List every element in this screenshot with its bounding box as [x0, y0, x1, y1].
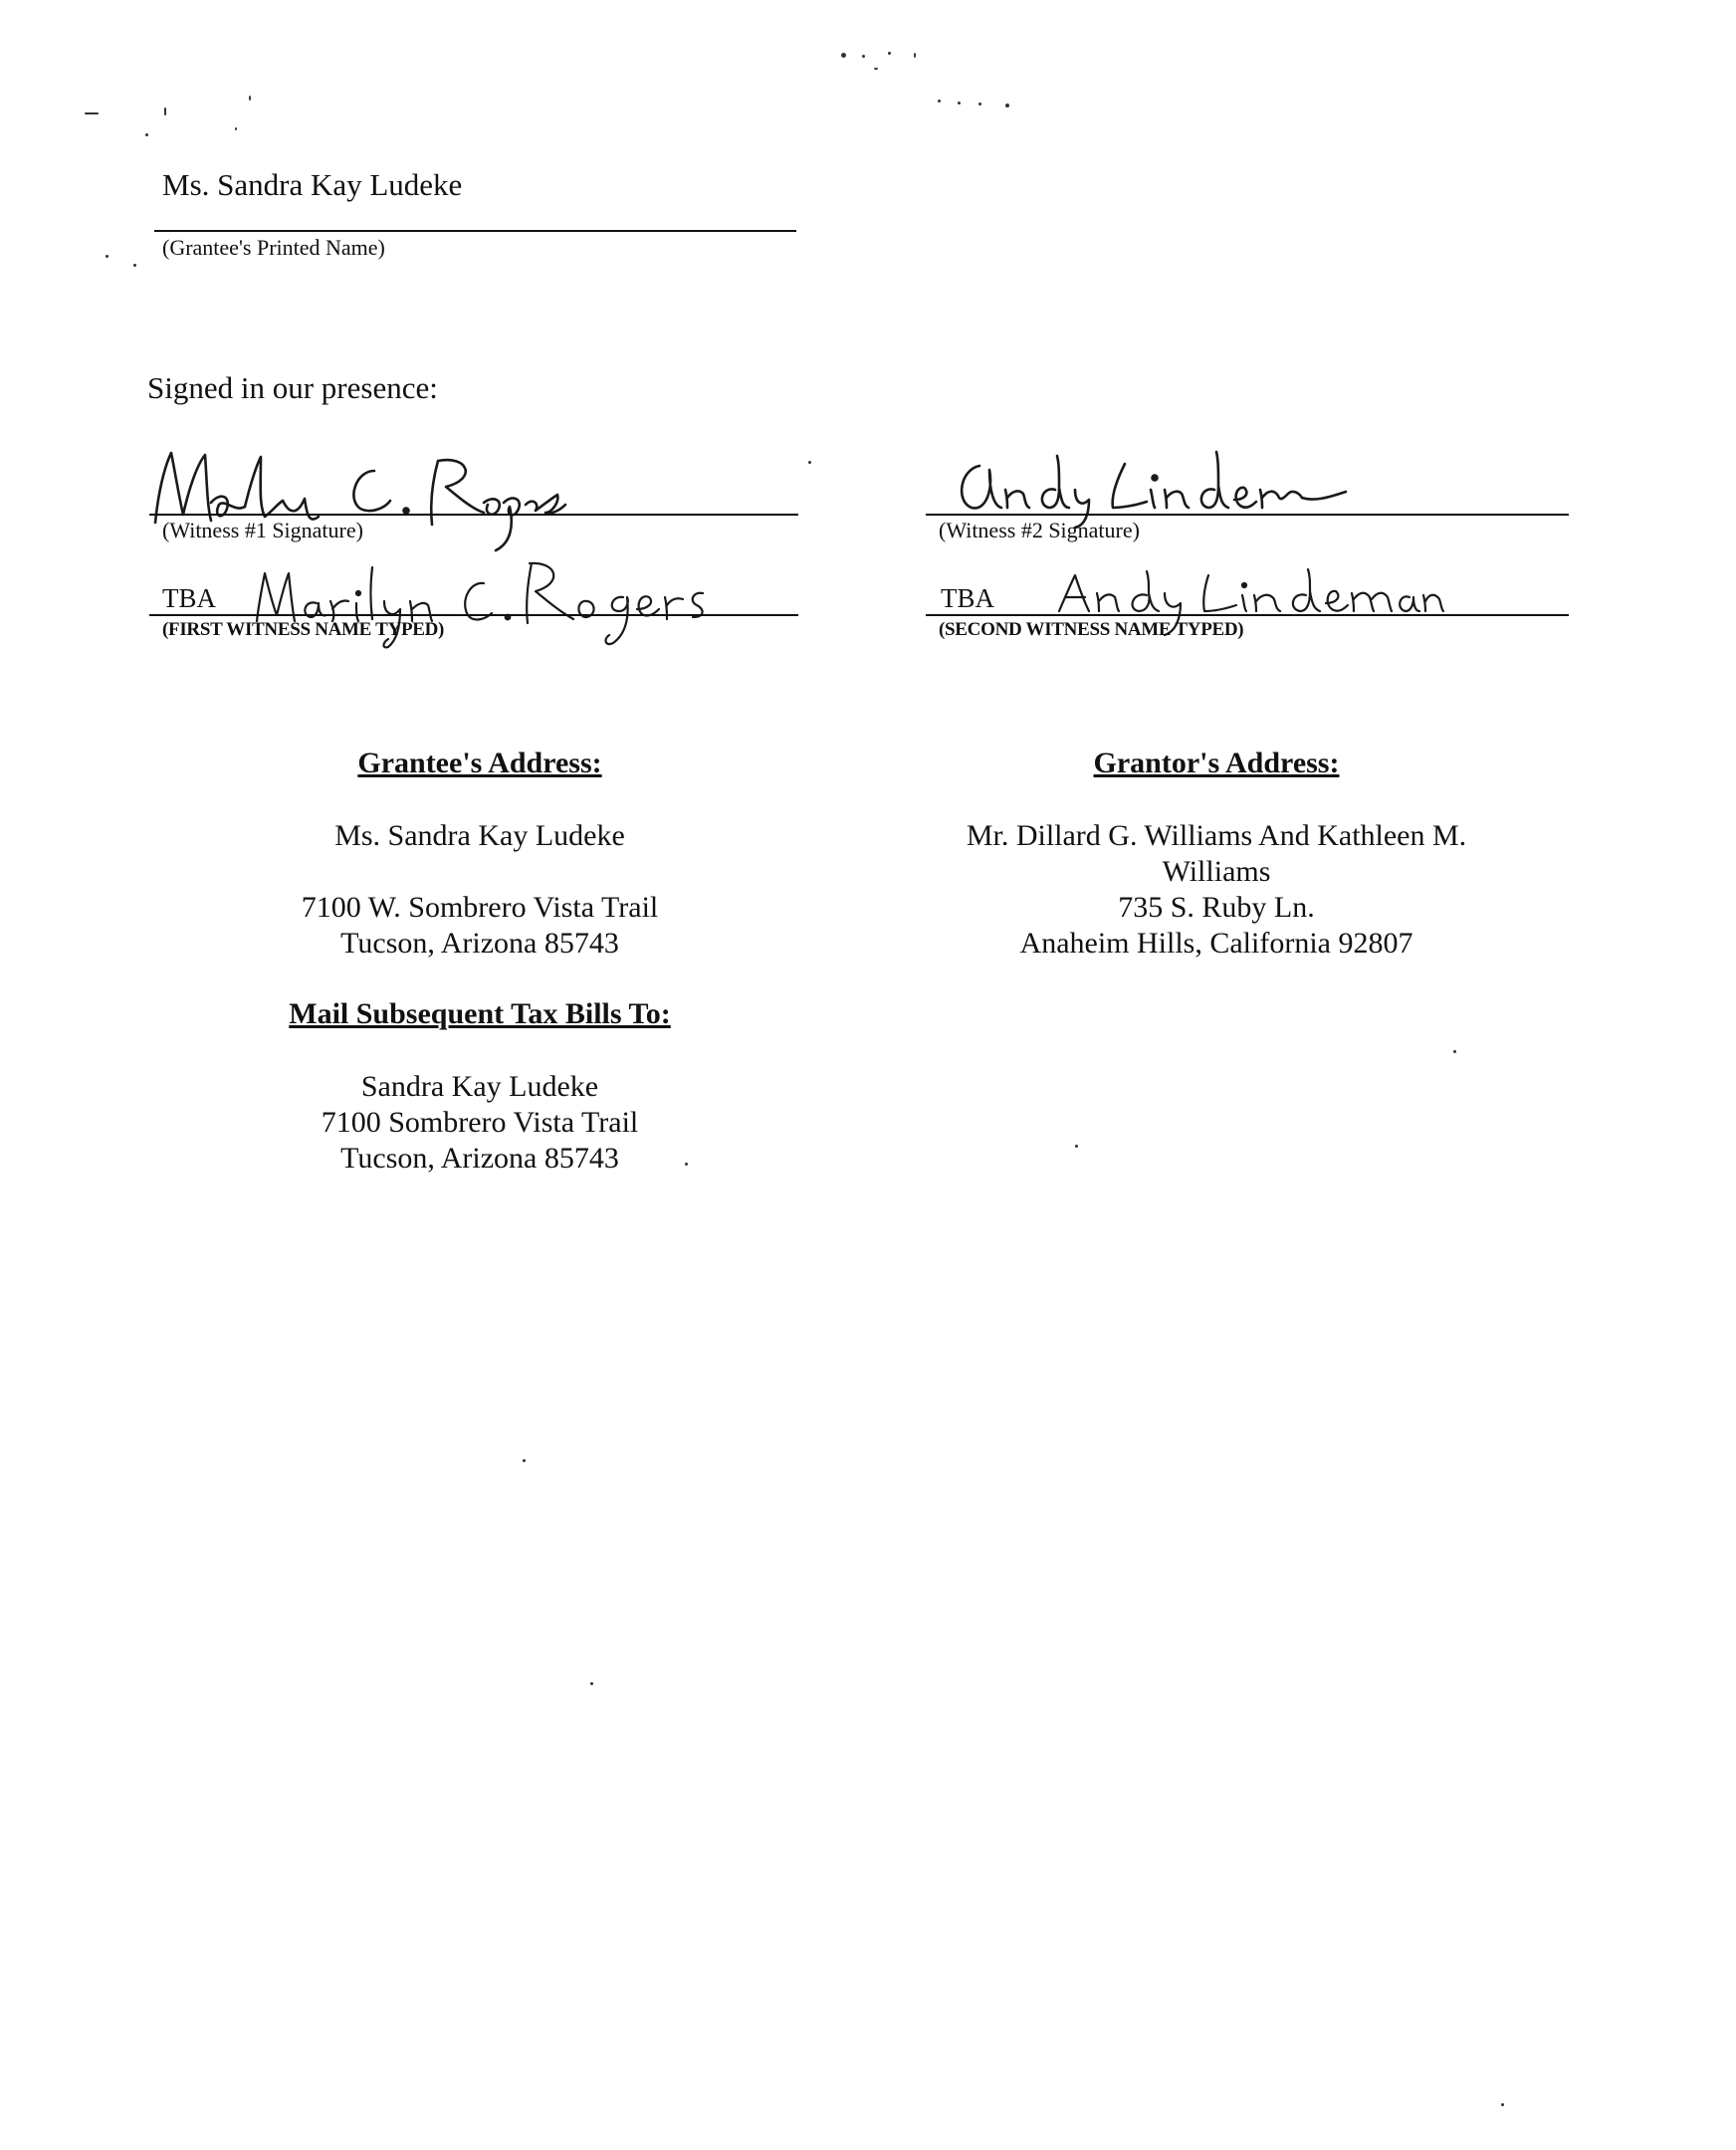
grantee-address-name: Ms. Sandra Kay Ludeke: [334, 819, 625, 852]
scan-speck: [1453, 1050, 1456, 1053]
tax-bills-line2: Tucson, Arizona 85743: [340, 1142, 619, 1175]
witness1-tba: TBA: [162, 583, 216, 613]
grantee-name-caption: (Grantee's Printed Name): [162, 235, 385, 260]
scan-speck: [85, 112, 99, 114]
tax-bills-name: Sandra Kay Ludeke: [360, 1070, 599, 1103]
scan-speck: [523, 1459, 526, 1462]
grantor-address-name-line2: Williams: [1162, 855, 1271, 888]
tax-bills-line1: 7100 Sombrero Vista Trail: [321, 1106, 639, 1139]
grantor-address-line2: Anaheim Hills, California 92807: [1019, 927, 1413, 960]
scan-speck: [888, 52, 891, 55]
scan-speck: [235, 127, 237, 130]
scan-speck: [808, 461, 811, 464]
grantor-address-line1: 735 S. Ruby Ln.: [1118, 891, 1315, 924]
scan-speck: [978, 103, 981, 106]
scan-speck: [249, 96, 251, 101]
grantor-address-heading: Grantor's Address:: [1093, 747, 1340, 779]
scan-speck: [164, 108, 166, 115]
scan-speck: [1005, 104, 1009, 108]
scan-speck: [106, 255, 108, 258]
witness1-typed-caption: (FIRST WITNESS NAME TYPED): [162, 619, 445, 640]
witness1-typed-rule: [149, 614, 798, 616]
grantee-address-line2: Tucson, Arizona 85743: [340, 927, 619, 960]
grantee-printed-name: Ms. Sandra Kay Ludeke: [162, 167, 463, 202]
witness2-signature-caption: (Witness #2 Signature): [939, 518, 1140, 542]
witness2-tba: TBA: [941, 583, 994, 613]
scan-speck: [938, 100, 941, 103]
witness-intro: Signed in our presence:: [147, 370, 438, 405]
witness1-signature-rule: [149, 514, 798, 516]
witness2-signature-rule: [926, 514, 1569, 516]
grantee-name-rule: [154, 230, 796, 232]
scan-speck: [145, 133, 148, 136]
tax-bills-heading: Mail Subsequent Tax Bills To:: [289, 997, 671, 1030]
scan-speck: [590, 1682, 593, 1685]
witness2-typed-caption: (SECOND WITNESS NAME TYPED): [939, 619, 1244, 640]
scan-speck: [1501, 2103, 1504, 2106]
witness2-typed-rule: [926, 614, 1569, 616]
grantee-address-heading: Grantee's Address:: [357, 747, 602, 779]
witness1-signature-caption: (Witness #1 Signature): [162, 518, 363, 542]
scan-speck: [874, 68, 878, 70]
scan-speck: [841, 53, 846, 58]
scan-speck: [133, 264, 136, 267]
grantor-address-name-line1: Mr. Dillard G. Williams And Kathleen M.: [966, 819, 1467, 852]
scan-speck: [1075, 1145, 1078, 1148]
scan-speck: [958, 102, 961, 105]
scan-speck: [914, 53, 916, 58]
scan-speck: [862, 55, 865, 58]
grantee-address-line1: 7100 W. Sombrero Vista Trail: [301, 891, 659, 924]
